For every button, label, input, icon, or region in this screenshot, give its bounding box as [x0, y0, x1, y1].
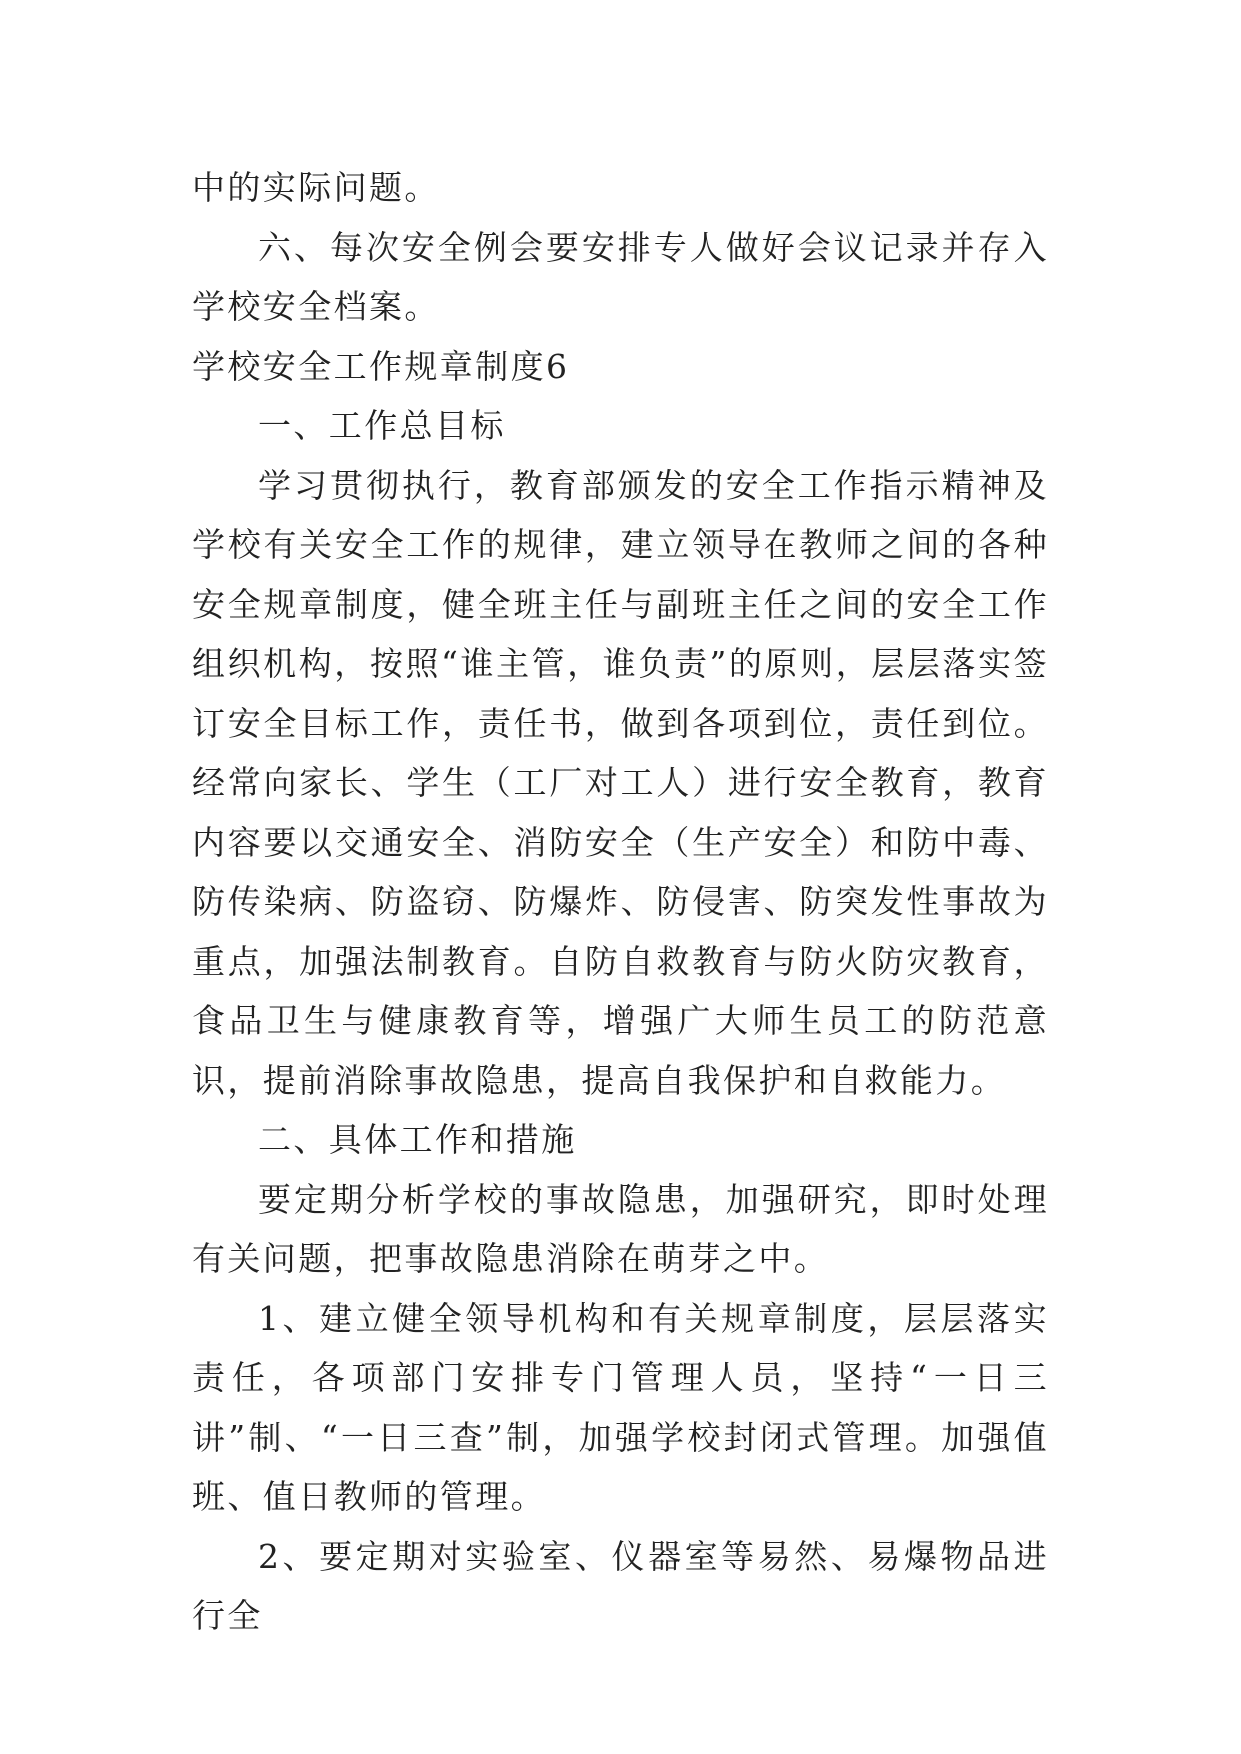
subheading-measures: 二、具体工作和措施 [258, 1120, 577, 1159]
paragraph-measures-intro: 要定期分析学校的事故隐患，加强研究，即时处理有关问题，把事故隐患消除在萌芽之中。 [192, 1179, 1049, 1278]
paragraph-goal-body: 学习贯彻执行，教育部颁发的安全工作指示精神及学校有关安全工作的规律，建立领导在教师之间的各种安全规章制度，健全班主任与副班主任之间的安全工作组织机构，按照“谁主管，谁负责”的原则，层层落实签订安全目标工作，责任书，做到各项到位，责任到位。经常向家长、学生（工厂对工人）进行安全教育，教育内容要以交通安全、消防安全（生产安全）和防中毒、防传染病、防盗窃、防爆炸、防侵害、防突发性事故为重点，加强法制教育。自防自救教育与防火防灾教育，食品卫生与健康教育等，增强广大师生员工的防范意识，提前消除事故隐患，提高自我保护和自救能力。 [192, 465, 1049, 1100]
paragraph-item-six: 六、每次安全例会要安排专人做好会议记录并存入学校安全档案。 [192, 227, 1049, 326]
paragraph-continuation: 中的实际问题。 [192, 168, 440, 207]
document-body [192, 158, 1049, 1646]
paragraph-measure-1: 1、建立健全领导机构和有关规章制度，层层落实责任，各项部门安排专门管理人员，坚持“一日三讲”制、“一日三查”制，加强学校封闭式管理。加强值班、值日教师的管理。 [192, 1298, 1049, 1516]
paragraph-measure-2: 2、要定期对实验室、仪器室等易然、易爆物品进行全 [192, 1536, 1049, 1635]
section-heading: 学校安全工作规章制度6 [192, 346, 570, 386]
subheading-overall-goal: 一、工作总目标 [258, 406, 506, 445]
